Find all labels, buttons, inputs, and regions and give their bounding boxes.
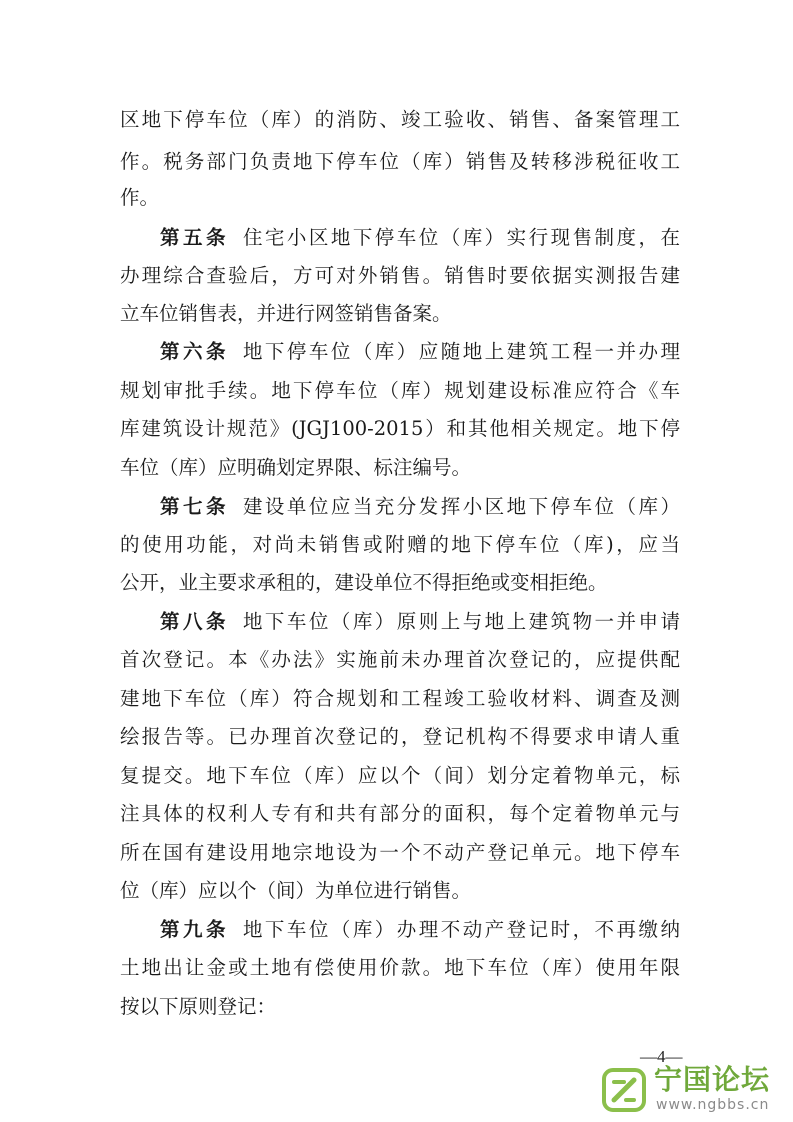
- paragraph-line: 作。税务部门负责地下停车位（库）销售及转移涉税征收工: [120, 150, 680, 173]
- article-label: 第五条: [160, 226, 229, 249]
- article-6-line: 第六条 地下停车位（库）应随地上建筑工程一并办理: [160, 340, 680, 363]
- paragraph-line: 绘报告等。已办理首次登记的，登记机构不得要求申请人重: [120, 725, 680, 748]
- paragraph-line: 立车位销售表，并进行网签销售备案。: [120, 302, 452, 325]
- watermark-site-name: 宁国论坛: [654, 1063, 771, 1096]
- paragraph-line: 车位（库）应明确划定界限、标注编号。: [120, 456, 472, 479]
- paragraph-line: 所在国有建设用地宗地设为一个不动产登记单元。地下停车: [120, 841, 680, 864]
- article-7-line: 第七条 建设单位应当充分发挥小区地下停车位（库）: [160, 495, 680, 518]
- article-9-line: 第九条 地下车位（库）办理不动产登记时，不再缴纳: [160, 918, 680, 941]
- article-5-line: 第五条 住宅小区地下停车位（库）实行现售制度，在: [160, 226, 680, 249]
- paragraph-line: 建地下车位（库）符合规划和工程竣工验收材料、调查及测: [120, 687, 680, 710]
- article-label: 第七条: [160, 495, 229, 518]
- paragraph-line: 首次登记。本《办法》实施前未办理首次登记的，应提供配: [120, 648, 680, 671]
- article-8-line: 第八条 地下车位（库）原则上与地上建筑物一并申请: [160, 610, 680, 633]
- paragraph-line: 区地下停车位（库）的消防、竣工验收、销售、备案管理工: [120, 108, 680, 131]
- paragraph-line: 规划审批手续。地下停车位（库）规划建设标准应符合《车: [120, 379, 680, 402]
- page-number: —4—: [640, 1047, 683, 1066]
- paragraph-line: 的使用功能，对尚未销售或附赠的地下停车位（库)，应当: [120, 533, 680, 556]
- paragraph-line: 办理综合查验后，方可对外销售。销售时要依据实测报告建: [120, 264, 680, 287]
- paragraph-line: 按以下原则登记：: [120, 995, 277, 1018]
- article-label: 第六条: [160, 340, 229, 363]
- paragraph-line: 复提交。地下车位（库）应以个（间）划分定着物单元，标: [120, 764, 680, 787]
- paragraph-line: 作。: [120, 186, 160, 209]
- paragraph-line: 位（库）应以个（间）为单位进行销售。: [120, 879, 472, 902]
- article-label: 第九条: [160, 918, 229, 941]
- article-label: 第八条: [160, 610, 229, 633]
- watermark-url: www.ngbbs.cn: [656, 1097, 770, 1113]
- paragraph-line: 土地出让金或土地有偿使用价款。地下车位（库）使用年限: [120, 956, 680, 979]
- ngbbs-logo-icon: [600, 1066, 648, 1114]
- paragraph-line: 库建筑设计规范》(JGJ100-2015）和其他相关规定。地下停: [120, 417, 680, 440]
- paragraph-line: 公开，业主要求承租的，建设单位不得拒绝或变相拒绝。: [120, 571, 608, 594]
- watermark: [600, 1062, 790, 1118]
- paragraph-line: 注具体的权利人专有和共有部分的面积，每个定着物单元与: [120, 802, 680, 825]
